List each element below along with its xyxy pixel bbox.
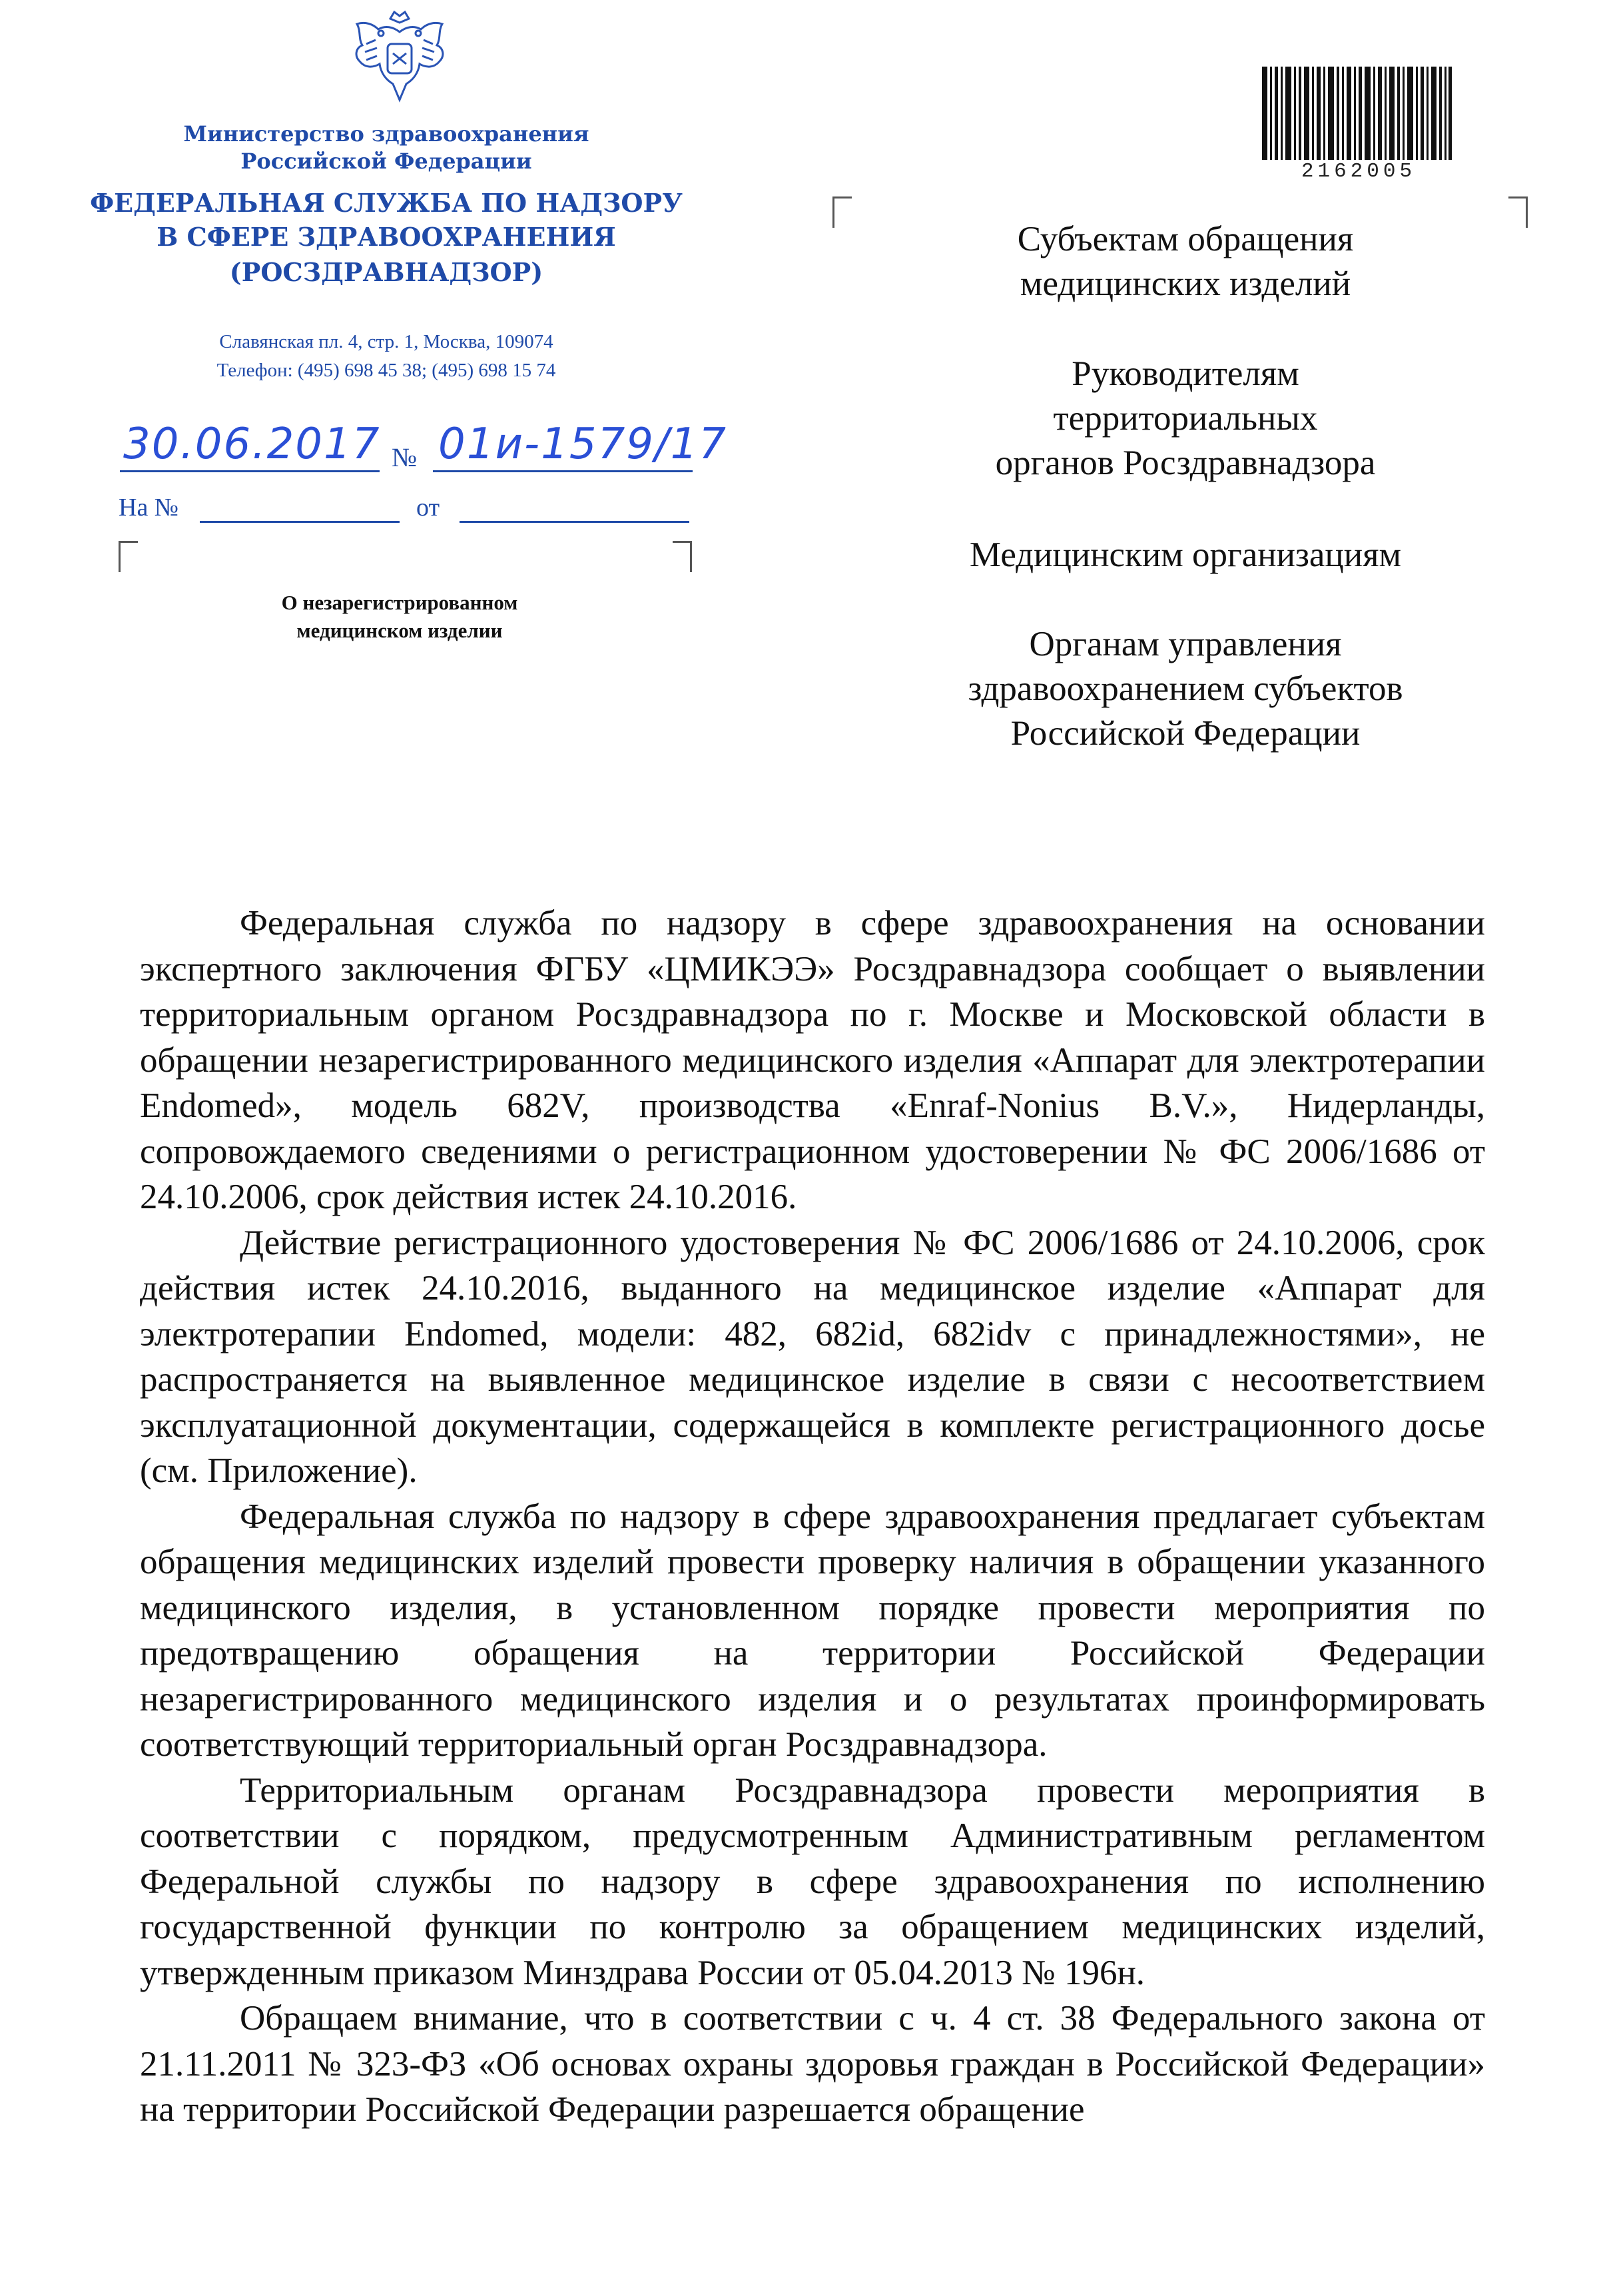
recipient-1-line-1: Субъектам обращения — [1017, 220, 1354, 258]
number-underline — [433, 470, 693, 472]
recipient-heads — [886, 352, 1485, 486]
phone: Телефон: (495) 698 45 38; (495) 698 15 74 — [216, 360, 556, 381]
coat-of-arms-emblem — [346, 7, 453, 107]
body-paragraph-1: Федеральная служба по надзору в сфере здравоохранения на основании экспертного заключения ФГБУ «ЦМИКЭЭ» Росздравнадзора сообщает о выявлении территориальным органом Росздравнадзора по г. Москве и Московской области в обращении незарегистрированного медицинского изделия «Аппарат для электротерапии Endomed», модель 682V, производства «Enraf-Nonius B.V.», Нидерланды, сопровождаемого сведениями о регистрационном удостоверении № ФС 2006/1686 от 24.10.2006, срок действия истек 24.10.2016. — [140, 904, 1485, 1216]
recipient-2-line-2: территориальных — [1053, 399, 1318, 438]
number-sign: № — [392, 442, 418, 472]
service-line-3: (РОСЗДРАВНАДЗОР) — [229, 257, 543, 287]
reference-from-label: от — [416, 494, 440, 522]
reference-date-line — [460, 521, 689, 523]
recipient-3-line-1: Медицинским организациям — [969, 536, 1402, 574]
barcode — [1262, 67, 1452, 160]
recipient-4-line-3: Российской Федерации — [1010, 714, 1361, 753]
service-line-1: ФЕДЕРАЛЬНАЯ СЛУЖБА ПО НАДЗОРУ — [90, 188, 683, 218]
reference-number-line — [200, 521, 400, 523]
ministry-line-1: Министерство здравоохранения — [183, 121, 589, 147]
address: Славянская пл. 4, стр. 1, Москва, 109074 — [219, 331, 553, 352]
letter-body — [140, 901, 1485, 2133]
date-underline — [120, 470, 380, 472]
body-paragraph-3: Федеральная служба по надзору в сфере здравоохранения предлагает субъектам обращения медицинских изделий провести проверку наличия в обращении указанного медицинского изделия, в установленном порядке провести мероприятия по предотвращению обращения на территории Российской Федерации незарегистрированного медицинского изделия и о результатах проинформировать соответствующий территориальный орган Росздравнадзора. — [140, 1497, 1485, 1764]
ministry-line-2: Российской Федерации — [240, 149, 532, 174]
recipient-corner-right — [1508, 196, 1528, 228]
body-paragraph-4: Территориальным органам Росздравнадзора провести мероприятия в соответствии с порядком, предусмотренным Административным регламентом Федеральной службы по надзору в сфере здравоохранения по исполнению государственной функции по контролю за обращением медицинских изделий, утвержденным приказом Минздрава России от 05.04.2013 № 196н. — [140, 1770, 1485, 1992]
barcode-number: 2162005 — [1301, 160, 1417, 183]
recipient-health-authorities — [886, 622, 1485, 756]
recipient-subjects — [886, 217, 1485, 306]
body-paragraph-2: Действие регистрационного удостоверения № ФС 2006/1686 от 24.10.2006, срок действия истек 24.10.2016, выданного на медицинское изделие «Аппарат для электротерапии Endomed, модели: 482, 682id, 682idv с принадлежностями», не распространяется на выявленное медицинское изделие в связи с несоответствием эксплуатационной документации, содержащейся в комплекте регистрационного досье (см. Приложение). — [140, 1223, 1485, 1490]
recipient-1-line-2: медицинских изделий — [1020, 264, 1351, 303]
recipient-4-line-1: Органам управления — [1029, 625, 1342, 663]
subject-line-2: медицинском изделии — [296, 619, 503, 642]
registration-number: 01и-1579/17 — [438, 420, 727, 469]
recipient-2-line-1: Руководителям — [1072, 354, 1299, 393]
body-paragraph-5: Обращаем внимание, что в соответствии с ч. 4 ст. 38 Федерального закона от 21.11.2011 № 323-ФЗ «Об основах охраны здоровья граждан в Российской Федерации» на территории Российской Федерации разрешается обращение — [140, 1999, 1485, 2129]
subject-corner-left — [119, 541, 138, 572]
recipient-4-line-2: здравоохранением субъектов — [968, 669, 1403, 708]
reference-label: На № — [119, 494, 179, 522]
service-line-2: В СФЕРЕ ЗДРАВООХРАНЕНИЯ — [157, 222, 616, 252]
recipient-medical-orgs — [886, 533, 1485, 577]
registration-date: 30.06.2017 — [123, 420, 381, 469]
subject-corner-right — [673, 541, 692, 572]
subject-line-1: О незарегистрированном — [281, 591, 518, 614]
recipient-2-line-3: органов Росздравнадзора — [995, 444, 1376, 482]
recipient-corner-left — [832, 196, 852, 228]
